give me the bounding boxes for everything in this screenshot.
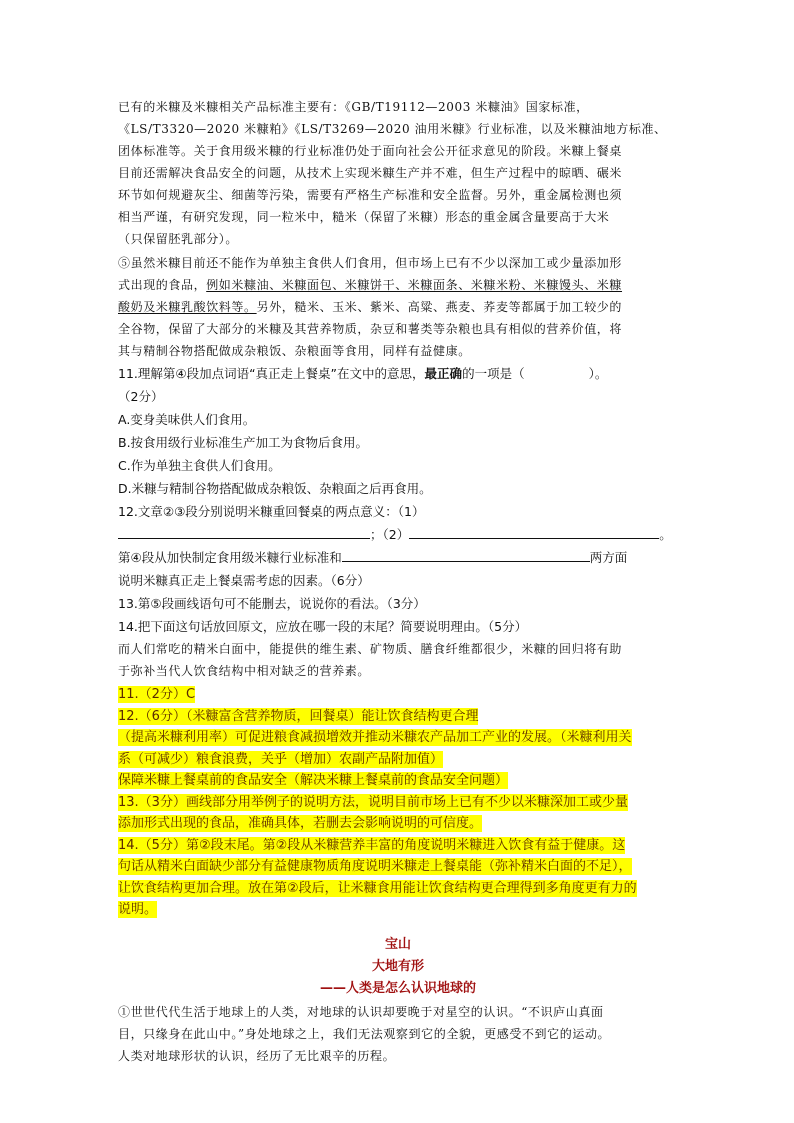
highlighted-text: 让饮食结构更加合理。放在第②段后，让米糠食用能让饮食结构更合理得到多角度更有力的 [118,880,637,896]
exam-page [118,96,678,1067]
answer-blank-1[interactable] [118,524,370,539]
text-span: 式出现的食品， [118,278,207,292]
text-line: 目前还需解决食品安全的问题，从技术上实现米糠生产并不难，但生产过程中的晾晒、碾米 [118,166,623,180]
text-line: 而人们常吃的精米白面中，能提供的维生素、矿物质、膳食纤维都很少，米糠的回归将有助 [118,642,623,656]
question-line: 说明米糠真正走上餐桌需考虑的因素。（6分） [118,573,370,588]
answer-line [118,835,678,857]
highlighted-text: 12.（6分）（米糠富含营养物质，回餐桌）能让饮食结构更合理 [118,708,479,724]
question-11 [118,362,678,500]
answer-line [118,727,678,749]
text-span: 11.理解第④段加点词语“真正走上餐桌”在文中的意思， [118,366,425,381]
text-span: ）。 [588,366,608,381]
highlighted-text: 说明。 [118,902,158,917]
text-line: （只保留胚乳部分）。 [118,232,239,246]
text-span: 。 [659,527,672,542]
paragraph-4 [118,96,678,250]
emphasis: 最正确 [424,366,463,381]
text-span: 的一项是（ [462,366,525,381]
next-paragraph-1 [118,1001,678,1067]
option-c: C.作为单独主食供人们食用。 [118,458,281,473]
text-line: 环节如何规避灰尘、细菌等污染，需要有严格生产标准和安全监督。另外，重金属检测也须 [118,188,623,202]
text-line: 团体标准等。关于食用级米糠的行业标准仍处于面向社会公开征求意见的阶段。米糠上餐桌 [118,144,623,158]
next-section-header [118,935,678,999]
text-line: 其与精制谷物搭配做成杂粮饭、杂粮面等食用，同样有益健康。 [118,344,471,358]
question-stem: 13.第⑤段画线语句可不能删去，说说你的看法。（3分） [118,596,426,611]
question-line [118,523,678,546]
question-stem: 14.把下面这句话放回原文，应放在哪一段的末尾？简要说明理由。（5分） [118,619,528,634]
underlined-sentence: 酸奶及米糠乳酸饮料等。 [118,300,257,314]
answer-line [118,792,678,814]
option-b: B.按食用级行业标准生产加工为食物后食用。 [118,435,369,450]
highlighted-text: 14.（5分）第②段末尾。第②段从米糠营养丰富的角度说明米糠进入饮食有益于健康。这 [118,837,626,853]
highlighted-text: 系（可减少）粮食浪费，关乎（增加）农副产品附加值） [118,751,444,767]
article-title: 大地有形 [371,958,424,974]
answer-line [118,770,678,792]
answer-line [118,813,678,835]
highlighted-text: 句话从精米白面缺少部分有益健康物质角度说明米糠走上餐桌能（弥补精米白面的不足）， [118,859,632,874]
question-stem: 12.文章②③段分别说明米糠重回餐桌的两点意义：（1） [118,504,425,519]
highlighted-text: 保障米糠上餐桌前的食品安全（解决米糠上餐桌前的食品安全问题） [118,773,509,788]
option-a: A.变身美味供人们食用。 [118,412,256,427]
section-title: 宝山 [384,936,411,952]
text-line: 《LS/T3320—2020 米糠粕》《LS/T3269—2020 油用米糠》行业标准，以及米糠油地方标准、 [118,122,667,136]
highlighted-text: 11.（2分）C [118,687,196,702]
highlighted-text: 13.（3分）画线部分用举例子的说明方法，说明目前市场上已有不少以米糠深加工或少量 [118,794,628,810]
answer-line [118,749,678,771]
text-line: 全谷物，保留了大部分的米糠及其营养物质，杂豆和薯类等杂粮也具有相似的营养价值，将 [118,322,623,336]
article-subtitle: ——人类是怎么认识地球的 [319,980,476,996]
question-stem [118,362,678,385]
question-14 [118,615,678,682]
text-span: 两方面 [589,550,628,565]
question-12 [118,500,678,592]
text-line [118,296,678,318]
paragraph-5 [118,252,678,362]
option-d: D.米糠与精制谷物搭配做成杂粮饭、杂粮面之后再食用。 [118,481,432,496]
text-span: 第④段从加快制定食用级米糠行业标准和 [118,550,342,565]
text-line [118,274,678,296]
text-span: 另外，糙米、玉米、紫米、高粱、燕麦、荞麦等都属于加工较少的 [256,300,623,314]
answer-line [118,856,678,878]
answer-line [118,706,678,728]
text-line: 已有的米糠及米糠相关产品标准主要有：《GB/T19112—2003 米糠油》国家标准， [118,100,589,114]
answer-line [118,899,678,921]
highlighted-text: 添加形式出现的食品，准确具体，若删去会影响说明的可信度。 [118,816,483,831]
question-line [118,546,678,569]
quoted-sentence [118,638,678,682]
question-13 [118,592,678,615]
text-line: ⑤虽然米糠目前还不能作为单独主食供人们食用，但市场上已有不少以深加工或少量添加形 [118,256,623,270]
answer-line [118,684,678,706]
text-line: ①世世代代生活于地球上的人类，对地球的认识却要晚于对星空的认识。“不识庐山真面 [118,1004,604,1019]
answer-blank-3[interactable] [342,547,590,562]
answer-key [118,684,678,921]
text-line: 相当严谨，有研究发现，同一粒米中，糙米（保留了米糠）形态的重金属含量要高于大米 [118,210,610,224]
question-score: （2分） [118,389,164,404]
text-line: 于弥补当代人饮食结构中相对缺乏的营养素。 [118,664,371,678]
underlined-sentence: 例如米糠油、米糠面包、米糠饼干、米糠面条、米糠米粉、米糠馒头、米糠 [206,278,623,292]
answer-line [118,878,678,900]
text-line: 目，只缘身在此山中。”身处地球之上，我们无法观察到它的全貌，更感受不到它的运动。 [118,1026,611,1041]
text-line: 人类对地球形状的认识，经历了无比艰辛的历程。 [118,1048,396,1063]
answer-blank-2[interactable] [409,524,659,539]
highlighted-text: （提高米糠利用率）可促进粮食减损增效并推动米糠农产品加工产业的发展。（米糠利用关 [118,730,632,745]
text-span: ；（2） [370,527,410,542]
